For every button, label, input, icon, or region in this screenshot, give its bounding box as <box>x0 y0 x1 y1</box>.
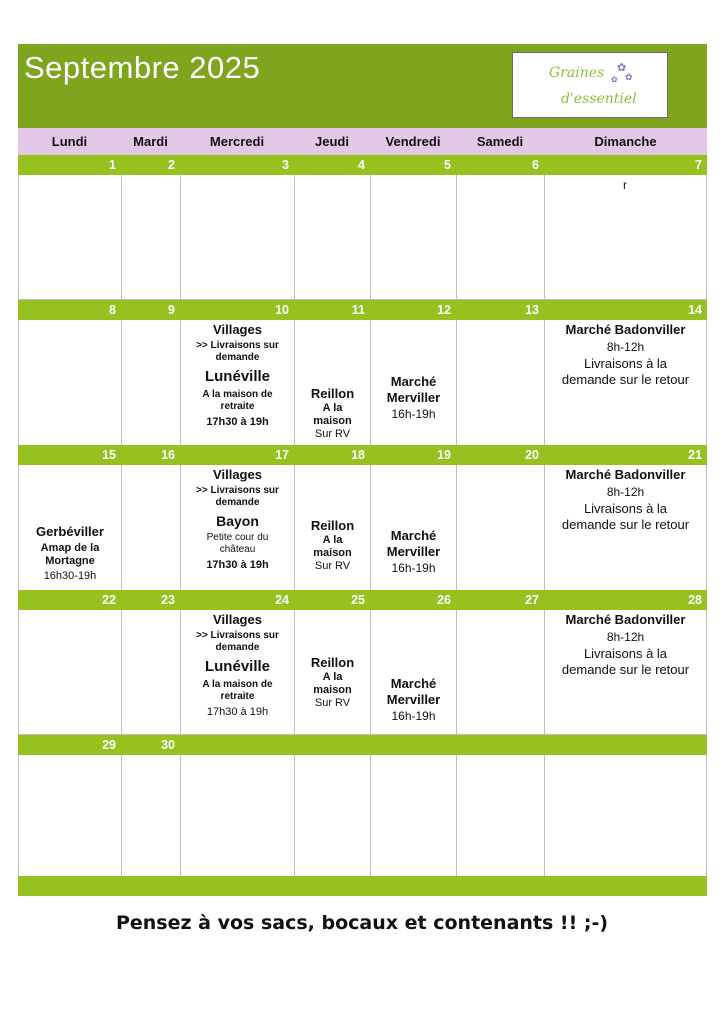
day-number: 18 <box>351 448 365 462</box>
event-text: >> Livraisons sur <box>196 629 279 641</box>
event-town: Gerbéviller <box>36 524 104 539</box>
weekday-label: Lundi <box>51 134 88 149</box>
logo-line-1: Graines <box>549 65 605 81</box>
weekday-header-row <box>18 128 707 155</box>
logo-line-2: d'essentiel <box>561 91 637 107</box>
event-text: Mortagne <box>45 554 95 567</box>
day-number: 5 <box>444 158 451 172</box>
event-text: A la maison de <box>202 678 273 690</box>
event-market: Marché Badonviller <box>565 322 686 337</box>
day-number: 1 <box>109 158 116 172</box>
event-wednesday <box>181 467 294 573</box>
event-wednesday <box>181 322 294 429</box>
weekday-label: Mardi <box>133 134 168 149</box>
day-number: 24 <box>275 593 289 607</box>
day-number: 19 <box>437 448 451 462</box>
event-time: 8h-12h <box>606 339 645 354</box>
event-time: 16h-19h <box>391 561 436 576</box>
event-time: 8h-12h <box>606 484 645 499</box>
event-text: Amap de la <box>40 541 100 554</box>
event-time: 17h30 à 19h <box>206 415 269 428</box>
flower-icon: ✿ <box>611 75 618 84</box>
event-text: >> Livraisons sur <box>196 339 279 351</box>
day-number: 2 <box>168 158 175 172</box>
day-number: 11 <box>351 303 365 317</box>
day-number: 10 <box>275 303 289 317</box>
event-text: Livraisons à la <box>583 645 668 661</box>
event-villages: Villages <box>213 322 262 337</box>
day-number: 15 <box>102 448 116 462</box>
event-text: Sur RV <box>314 696 351 709</box>
event-thursday <box>295 518 370 573</box>
day-number: 14 <box>688 303 702 317</box>
page-title: Septembre 2025 <box>24 50 261 85</box>
day-number: 29 <box>102 738 116 752</box>
event-text: A la <box>322 401 343 414</box>
day-number: 7 <box>695 158 702 172</box>
event-city: Lunéville <box>204 657 271 675</box>
day-number: 13 <box>525 303 539 317</box>
day-number: 4 <box>358 158 365 172</box>
flower-icon: ✿ <box>617 61 627 74</box>
event-text: demande sur le retour <box>561 661 690 677</box>
event-market: Merviller <box>386 543 441 559</box>
event-time: 16h-19h <box>391 407 436 422</box>
day-number: 30 <box>161 738 175 752</box>
event-text: demande sur le retour <box>561 371 690 387</box>
event-market: Merviller <box>386 389 441 405</box>
event-friday <box>371 528 456 576</box>
event-friday <box>371 676 456 724</box>
event-market: Marché <box>390 676 437 691</box>
event-text: Petite cour du <box>206 532 269 544</box>
event-text: Livraisons à la <box>583 355 668 371</box>
event-text: A la <box>322 533 343 546</box>
event-text: retraite <box>220 400 255 412</box>
event-villages: Villages <box>213 612 262 627</box>
event-wednesday <box>181 612 294 719</box>
footer-message: Pensez à vos sacs, bocaux et contenants !! ;-) <box>115 912 609 934</box>
event-sunday <box>545 612 706 677</box>
weekday-label: Mercredi <box>209 134 265 149</box>
day-number: 9 <box>168 303 175 317</box>
weekday-label: Samedi <box>476 134 524 149</box>
event-text: maison <box>313 546 352 559</box>
flower-icon: ✿ <box>625 73 633 83</box>
event-town: Reillon <box>310 655 355 670</box>
day-number: 22 <box>102 593 116 607</box>
event-text: demande <box>215 641 260 653</box>
day-number-bar <box>18 155 707 175</box>
weekday-label: Vendredi <box>385 134 441 149</box>
event-time: 8h-12h <box>606 629 645 644</box>
footer-bar <box>18 876 707 896</box>
day-number: 27 <box>525 593 539 607</box>
day-number: 25 <box>351 593 365 607</box>
day-number: 12 <box>437 303 451 317</box>
event-time: 17h30 à 19h <box>206 705 269 718</box>
event-text: château <box>219 544 256 556</box>
grid-line <box>370 155 371 896</box>
event-text: maison <box>313 414 352 427</box>
event-market: Marché Badonviller <box>565 467 686 482</box>
day-number: 20 <box>525 448 539 462</box>
day-number-bar <box>18 735 707 755</box>
day-number: 28 <box>688 593 702 607</box>
day-number: 16 <box>161 448 175 462</box>
event-text: >> Livraisons sur <box>196 484 279 496</box>
event-thursday <box>295 386 370 441</box>
event-text: Sur RV <box>314 427 351 440</box>
day-number-bar <box>18 300 707 320</box>
event-sunday <box>545 467 706 532</box>
event-text: Livraisons à la <box>583 500 668 516</box>
logo <box>512 52 668 118</box>
event-text: maison <box>313 683 352 696</box>
event-market: Marché Badonviller <box>565 612 686 627</box>
event-text: Sur RV <box>314 559 351 572</box>
event-text: A la <box>322 670 343 683</box>
event-villages: Villages <box>213 467 262 482</box>
day-number: 21 <box>688 448 702 462</box>
weekday-label: Jeudi <box>315 134 349 149</box>
day-number: 26 <box>437 593 451 607</box>
grid-line <box>706 155 707 896</box>
grid-line <box>456 155 457 896</box>
event-time: 16h-19h <box>391 709 436 724</box>
event-text: demande sur le retour <box>561 516 690 532</box>
event-friday <box>371 374 456 422</box>
event-time: 17h30 à 19h <box>206 559 269 572</box>
event-city: Bayon <box>216 512 259 529</box>
event-text: demande <box>215 351 260 363</box>
weekday-label: Dimanche <box>594 134 657 149</box>
event-monday <box>19 524 121 583</box>
event-market: Marché <box>390 374 437 389</box>
grid-line <box>121 155 122 896</box>
event-market: Merviller <box>386 691 441 707</box>
event-town: Reillon <box>310 518 355 533</box>
day-number: 6 <box>532 158 539 172</box>
event-text: demande <box>215 496 260 508</box>
event-city: Lunéville <box>204 367 271 385</box>
sunday-note: r <box>623 178 627 192</box>
event-time: 16h30-19h <box>43 569 97 582</box>
event-thursday <box>295 655 370 710</box>
event-sunday <box>545 322 706 387</box>
day-number: 3 <box>282 158 289 172</box>
day-number-bar <box>18 590 707 610</box>
day-number: 8 <box>109 303 116 317</box>
event-text: A la maison de <box>202 388 273 400</box>
event-market: Marché <box>390 528 437 543</box>
day-number-bar <box>18 445 707 465</box>
event-town: Reillon <box>310 386 355 401</box>
event-text: retraite <box>220 690 255 702</box>
day-number: 17 <box>275 448 289 462</box>
day-number: 23 <box>161 593 175 607</box>
